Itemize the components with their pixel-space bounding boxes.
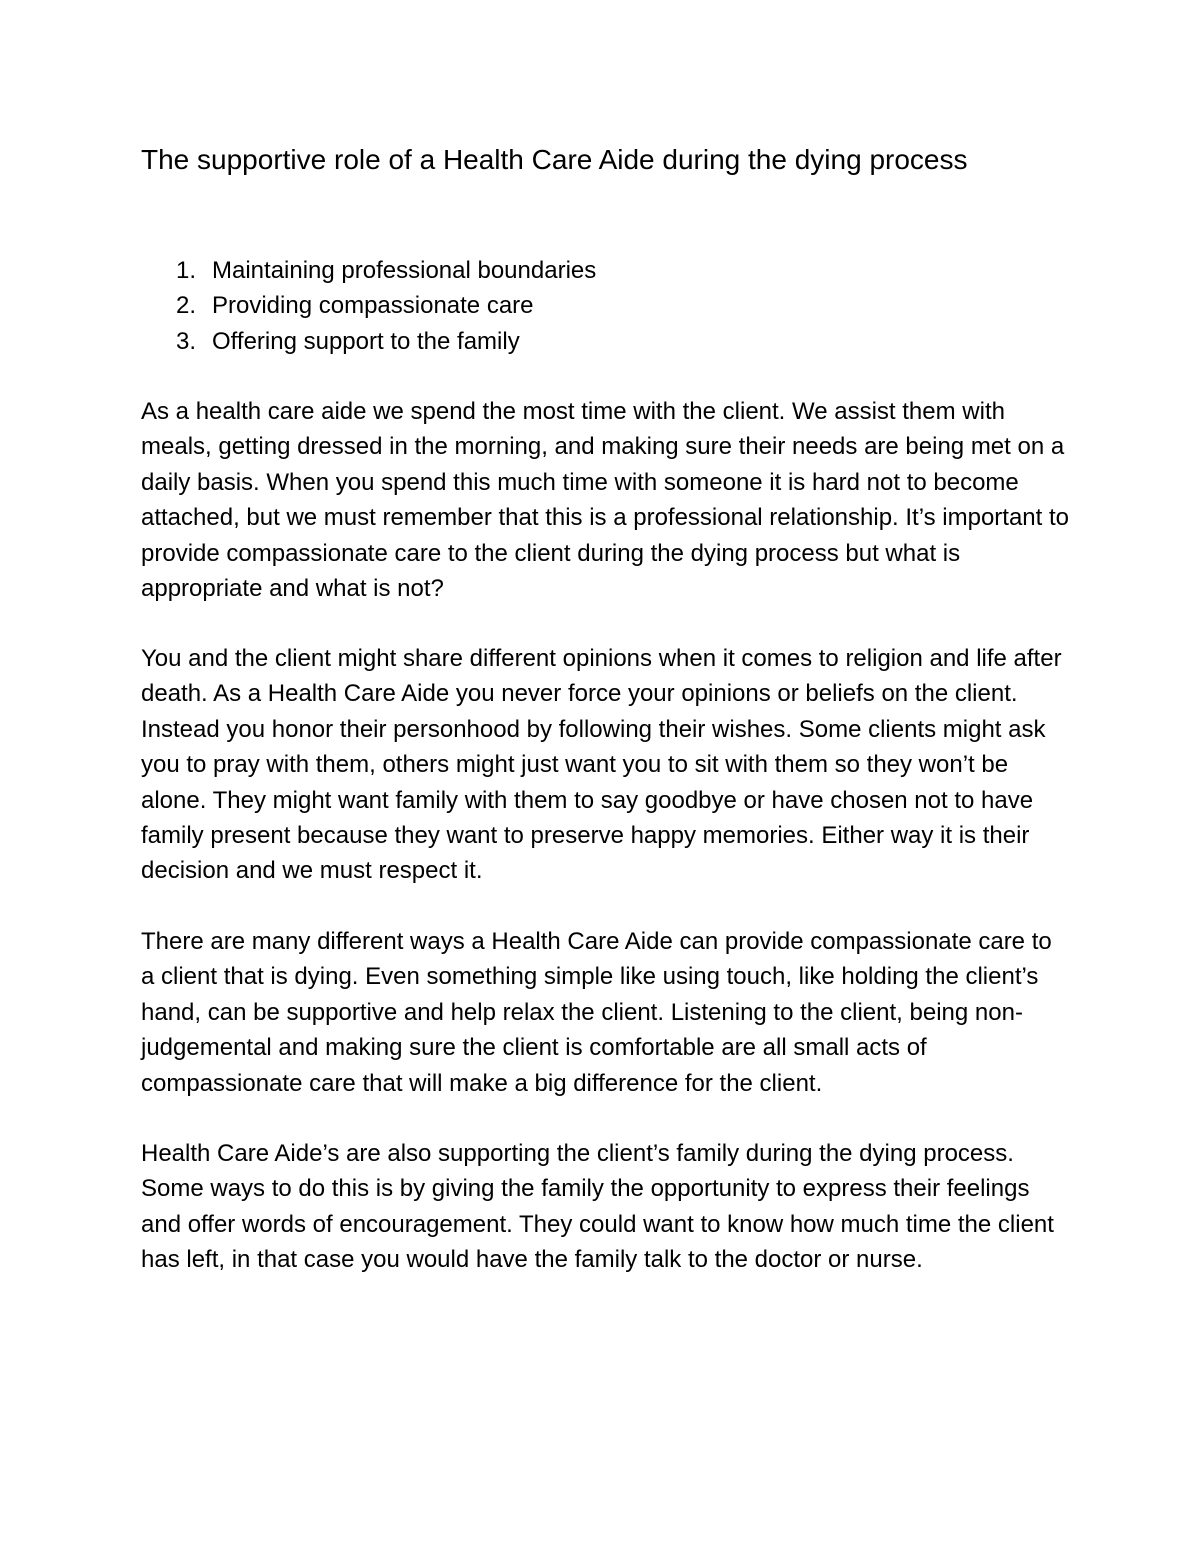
list-item-number: 1. xyxy=(176,257,197,284)
paragraph-beliefs: You and the client might share different opinions when it comes to religion and life after death. As a Health Care Aide you never force your opinions or beliefs on the client. Instead you honor their personhood by following their wishes. Some clients might ask you to pray with them, others might just want you to sit with them so they won’t be alone. They might want family with them to say goodbye or have chosen not to have family present because they want to preserve happy memories. Either way it is their decision and we must respect it. xyxy=(141,645,1062,885)
list-item xyxy=(141,253,1041,288)
topic-list xyxy=(141,253,1041,359)
list-item-text: Providing compassionate care xyxy=(212,292,534,320)
document-title: The supportive role of a Health Care Aide during the dying process xyxy=(141,144,968,175)
list-item xyxy=(141,288,1041,323)
list-item-number: 2. xyxy=(176,292,197,320)
paragraph-boundaries: As a health care aide we spend the most time with the client. We assist them with meals, getting dressed in the morning, and making sure their needs are being met on a daily basis. When you spend this much time with someone it is hard not to become attached, but we must remember that this is a professional relationship. It’s important to provide compassionate care to the client during the dying process but what is appropriate and what is not? xyxy=(141,398,1070,603)
list-item-text: Maintaining professional boundaries xyxy=(212,257,597,284)
paragraph-family-support: Health Care Aide’s are also supporting the client’s family during the dying process. Some ways to do this is by giving the family the opportunity to express their feelings and offer words of encouragement. They could want to know how much time the client has left, in that case you would have the family talk to the doctor or nurse. xyxy=(141,1140,1054,1274)
list-item xyxy=(141,324,1041,359)
list-item-text: Offering support to the family xyxy=(212,327,520,355)
list-item-number: 3. xyxy=(176,327,197,355)
paragraph-compassionate-care: There are many different ways a Health Care Aide can provide compassionate care to a client that is dying. Even something simple like using touch, like holding the client’s hand, can be supportive and help relax the client. Listening to the client, being non-judgemental and making sure the client is comfortable are all small acts of compassionate care that will make a big difference for the client. xyxy=(141,928,1052,1097)
